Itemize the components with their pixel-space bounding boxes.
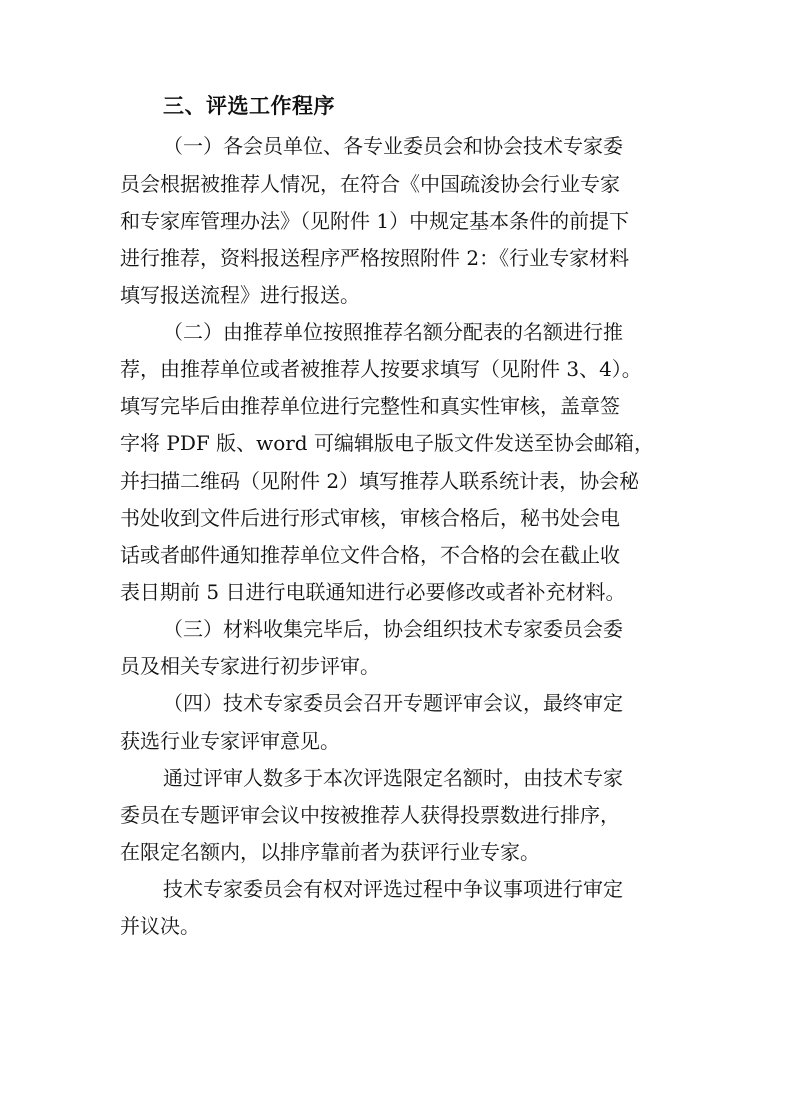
line-text: 并议决。 [120,914,200,938]
line-text: （三）材料收集完毕后，协会组织技术专家委员会委 [163,617,623,641]
line-text: 荐，由推荐单位或者被推荐人按要求填写（见附件 3、4）。 [120,357,642,381]
line-text: 进行推荐，资料报送程序严格按照附件 2：《行业专家材料 [120,246,630,270]
line-text: 员及相关专家进行初步评审。 [120,654,380,678]
line-text: 填写完毕后由推荐单位进行完整性和真实性审核，盖章签 [120,394,620,418]
line-text: 委员在专题评审会议中按被推荐人获得投票数进行排序， [120,803,620,827]
line-text: 和专家库管理办法》（见附件 1）中规定基本条件的前提下 [120,209,630,233]
line-text: 字将 PDF 版、word 可编辑版电子版文件发送至协会邮箱， [120,431,654,455]
section-heading: 三、评选工作程序 [163,94,335,118]
line-text: 并扫描二维码（见附件 2）填写推荐人联系统计表，协会秘 [120,469,640,493]
line-text: （二）由推荐单位按照推荐名额分配表的名额进行推 [163,320,623,344]
line-text: 书处收到文件后进行形式审核，审核合格后，秘书处会电 [120,506,620,530]
line-text: 话或者邮件通知推荐单位文件合格，不合格的会在截止收 [120,543,620,567]
line-text: 获选行业专家评审意见。 [120,729,340,753]
line-text: （四）技术专家委员会召开专题评审会议，最终审定 [163,691,623,715]
line-text: 表日期前 5 日进行电联通知进行必要修改或者补充材料。 [120,580,626,604]
line-text: 通过评审人数多于本次评选限定名额时，由技术专家 [163,766,623,790]
line-text: 填写报送流程》进行报送。 [120,283,360,307]
line-text: 在限定名额内，以排序靠前者为获评行业专家。 [120,840,540,864]
line-text: 技术专家委员会有权对评选过程中争议事项进行审定 [163,877,623,901]
line-text: （一）各会员单位、各专业委员会和协会技术专家委 [163,134,623,158]
line-text: 员会根据被推荐人情况，在符合《中国疏浚协会行业专家 [120,172,620,196]
